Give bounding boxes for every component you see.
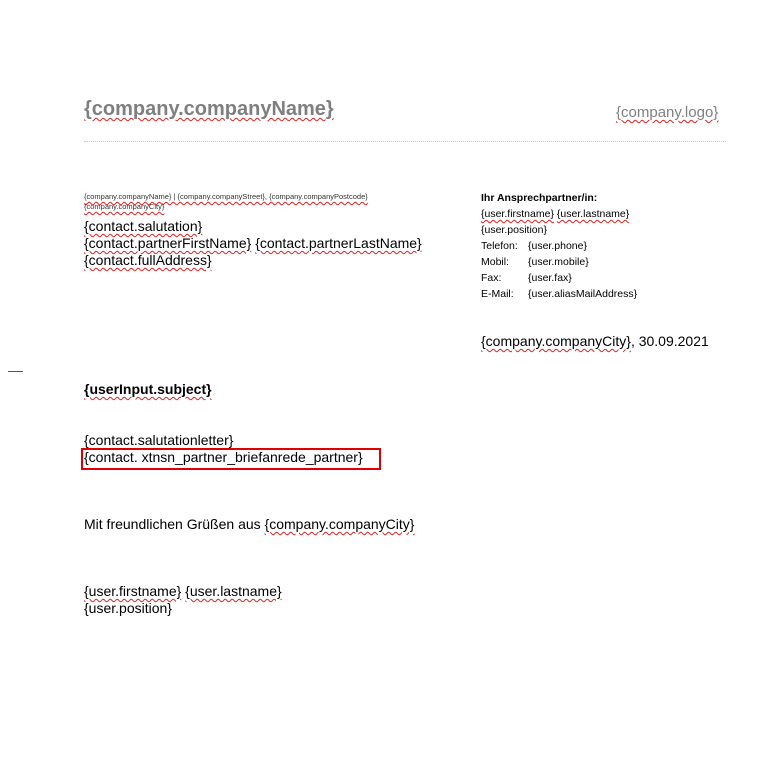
recipient-full-address[interactable]: {contact.fullAddress} xyxy=(84,252,212,268)
contact-label: E-Mail: xyxy=(481,288,514,300)
signature-lastname[interactable]: {user.lastname} xyxy=(185,583,282,599)
contact-row-email xyxy=(481,286,637,302)
company-logo-placeholder[interactable]: {company.logo} xyxy=(616,104,719,121)
briefanrede-field[interactable]: {contact. xtnsn_partner_briefanrede_partner} xyxy=(84,449,363,465)
contact-row-mobile xyxy=(481,254,637,270)
recipient-last-name[interactable]: {contact.partnerLastName} xyxy=(255,235,422,251)
contact-row-fax xyxy=(481,270,637,286)
contact-row-phone xyxy=(481,238,637,254)
closing-line[interactable] xyxy=(84,516,414,532)
selection-highlight xyxy=(81,448,381,470)
recipient-first-name[interactable]: {contact.partnerFirstName} xyxy=(84,235,252,251)
contact-label: Telefon: xyxy=(481,240,518,252)
fold-mark xyxy=(8,371,23,372)
closing-city[interactable]: {company.companyCity} xyxy=(264,516,415,532)
contact-position[interactable]: {user.position} xyxy=(481,224,547,236)
salutation-letter[interactable]: {contact.salutationletter} xyxy=(84,432,234,448)
contact-lastname[interactable]: {user.lastname} xyxy=(556,208,630,220)
recipient-salutation[interactable]: {contact.salutation} xyxy=(84,218,203,234)
contact-value[interactable]: {user.phone} xyxy=(528,240,587,252)
company-name-placeholder[interactable]: {company.companyName} xyxy=(84,98,334,120)
contact-value[interactable]: {user.aliasMailAddress} xyxy=(528,288,638,300)
contact-label: Mobil: xyxy=(481,256,510,268)
place-city[interactable]: {company.companyCity} xyxy=(481,333,631,349)
letter-subject[interactable]: {userInput.subject} xyxy=(84,381,212,397)
contact-firstname[interactable]: {user.firstname} xyxy=(481,208,554,220)
recipient-address-block[interactable] xyxy=(84,218,422,269)
contact-value[interactable]: {user.mobile} xyxy=(528,256,589,268)
header-divider xyxy=(84,141,726,142)
closing-text[interactable]: Mit freundlichen Grüßen aus xyxy=(84,516,265,532)
place-date-line[interactable] xyxy=(481,333,709,349)
contact-value[interactable]: {user.fax} xyxy=(528,272,572,284)
signature-firstname[interactable]: {user.firstname} xyxy=(84,583,182,599)
letter-date[interactable]: , 30.09.2021 xyxy=(630,333,709,349)
signature-block[interactable] xyxy=(84,583,282,617)
contact-label: Fax: xyxy=(481,272,502,284)
sender-address-line[interactable]: {company.companyName} | {company.companyStreet}, {company.companyPostcode} {company.companyCity} xyxy=(84,192,368,211)
contact-panel-heading: Ihr Ansprechpartner/in: xyxy=(481,192,598,204)
contact-person-panel xyxy=(481,190,637,302)
signature-position[interactable]: {user.position} xyxy=(84,600,172,616)
